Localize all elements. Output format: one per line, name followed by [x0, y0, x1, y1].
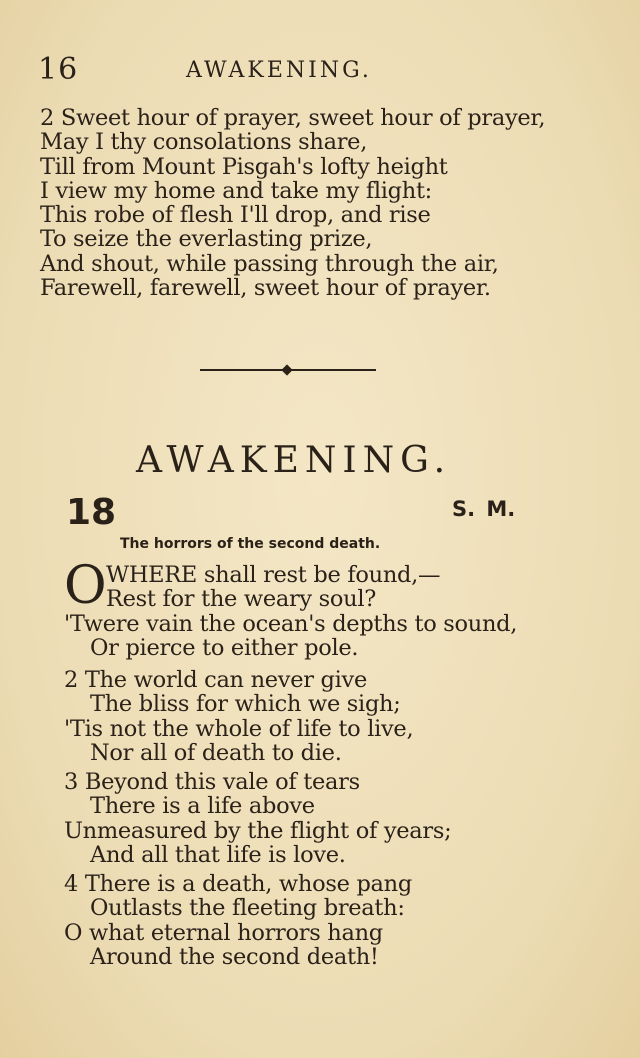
verse-line: Farewell, farewell, sweet hour of prayer.	[40, 275, 491, 302]
verse-line: WHERE shall rest be found,—	[106, 562, 441, 588]
verse-line: Rest for the weary soul?	[106, 586, 377, 613]
hymn-number: 18	[66, 492, 117, 533]
stanza-4	[64, 872, 412, 969]
hymn-subtitle: The horrors of the second death.	[120, 536, 381, 552]
verse-line: This robe of flesh I'll drop, and rise	[40, 202, 431, 229]
verse-line: Till from Mount Pisgah's lofty height	[40, 153, 448, 180]
divider-ornament	[281, 364, 292, 375]
verse-line: 2 Sweet hour of prayer, sweet hour of prayer,	[40, 105, 546, 131]
verse-line: 2 The world can never give	[64, 667, 367, 693]
page-number: 16	[38, 52, 79, 87]
stanza-1	[64, 563, 517, 660]
stanza-2	[64, 668, 413, 765]
verse-line: And shout, while passing through the air,	[40, 250, 499, 277]
verse-line: 4 There is a death, whose pang	[64, 871, 412, 897]
running-title: AWAKENING.	[186, 58, 372, 83]
previous-hymn-verse	[40, 106, 545, 300]
verse-line: Outlasts the fleeting breath:	[90, 895, 405, 922]
verse-line: And all that life is love.	[90, 841, 346, 868]
stanza-3	[64, 770, 451, 867]
verse-line: 3 Beyond this vale of tears	[64, 769, 360, 795]
verse-line: The bliss for which we sigh;	[90, 691, 401, 718]
verse-line: May I thy consolations share,	[40, 129, 368, 156]
verse-line: 'Tis not the whole of life to live,	[64, 715, 414, 742]
verse-line: O what eternal horrors hang	[64, 919, 383, 946]
section-title: AWAKENING.	[136, 440, 452, 481]
verse-line: There is a life above	[90, 793, 315, 820]
verse-line: Unmeasured by the flight of years;	[64, 817, 452, 844]
verse-line: Nor all of death to die.	[90, 739, 342, 766]
verse-line: I view my home and take my flight:	[40, 177, 432, 204]
verse-line: To seize the everlasting prize,	[40, 226, 373, 253]
hymn-meter: S. M.	[452, 497, 516, 521]
verse-line: 'Twere vain the ocean's depths to sound,	[64, 610, 518, 637]
drop-cap: O	[64, 556, 107, 616]
verse-line: Or pierce to either pole.	[90, 634, 359, 661]
verse-line: Around the second death!	[90, 943, 379, 970]
